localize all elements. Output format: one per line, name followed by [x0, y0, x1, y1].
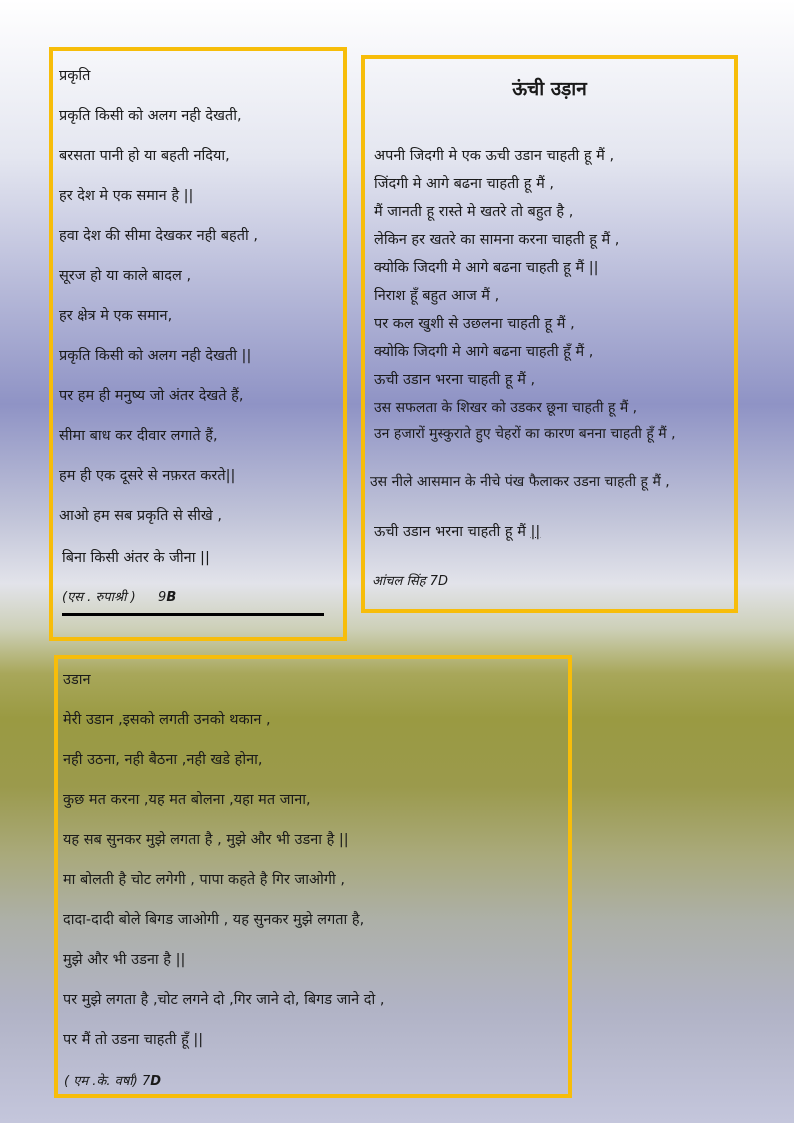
poem-line: उस सफलता के शिखर को उडकर छूना चाहती हू मैं , — [374, 400, 638, 416]
poem-line: सूरज हो या काले बादल , — [59, 268, 192, 284]
poem-line: बिना किसी अंतर के जीना || — [62, 550, 210, 566]
poem-line: प्रकृति किसी को अलग नही देखती, — [59, 108, 242, 124]
poem-line: नही उठना, नही बैठना ,नही खडे होना, — [63, 752, 263, 768]
poem-line: पर मुझे लगता है ,चोट लगने दो ,गिर जाने दो, बिगड जाने दो , — [63, 992, 385, 1008]
poem-title: ऊंची उड़ान — [512, 78, 587, 100]
poem-line: सीमा बाध कर दीवार लगाते हैं, — [59, 428, 218, 444]
author-class-letter: B — [166, 590, 177, 605]
poem-line: कुछ मत करना ,यह मत बोलना ,यहा मत जाना, — [63, 792, 311, 808]
poem-line: निराश हूँ बहुत आज मैं , — [374, 288, 500, 304]
poem-line: लेकिन हर खतरे का सामना करना चाहती हू मैं , — [374, 232, 620, 248]
poem-author — [62, 589, 176, 607]
poem-line: हम ही एक दूसरे से नफ़रत करते|| — [59, 468, 236, 484]
poem-line: मा बोलती है चोट लगेगी , पापा कहते है गिर जाओगी , — [63, 872, 346, 888]
author-class-number: 9 — [158, 590, 167, 605]
poem-line-last — [374, 523, 540, 541]
poem-author — [64, 1073, 161, 1091]
poem-line: ऊची उडान भरना चाहती हू मैं , — [374, 372, 536, 388]
poem-line: पर मैं तो उडना चाहती हूँ || — [63, 1032, 204, 1048]
poem-line: उन हजारों मुस्कुराते हुए चेहरों का कारण बनना चाहती हूँ मैं , — [374, 426, 676, 442]
poem-line: बरसता पानी हो या बहती नदिया, — [59, 148, 230, 164]
poem-line: क्योकि जिदगी मे आगे बढना चाहती हूँ मैं , — [374, 344, 594, 360]
author-name: ( एम .के. वर्षा) 7 — [64, 1074, 151, 1089]
poem-title: उडान — [63, 672, 91, 688]
poem-line: जिंदगी मे आगे बढना चाहती हू मैं , — [374, 176, 554, 192]
poem-line: प्रकृति किसी को अलग नही देखती || — [59, 348, 252, 364]
author-name: (एस . रुपाश्री ) — [62, 590, 136, 605]
poem-line: मुझे और भी उडना है || — [63, 952, 186, 968]
poem-author: आंचल सिंह 7D — [372, 574, 448, 589]
poem-box-prakriti — [49, 47, 347, 641]
poem-line: दादा-दादी बोले बिगड जाओगी , यह सुनकर मुझे लगता है, — [63, 912, 365, 928]
poem-line: हर क्षेत्र मे एक समान, — [59, 308, 173, 324]
poem-line-text: ऊची उडान भरना चाहती हू मैं — [374, 524, 531, 540]
poem-box-unchi-udaan — [361, 55, 738, 613]
poem-line: पर हम ही मनुष्य जो अंतर देखते हैं, — [59, 388, 244, 404]
author-class-letter: D — [150, 1074, 162, 1089]
poem-line: अपनी जिदगी मे एक ऊची उडान चाहती हू मैं , — [374, 148, 615, 164]
end-mark: || — [530, 524, 541, 540]
poem-line: यह सब सुनकर मुझे लगता है , मुझे और भी उडना है || — [63, 832, 349, 848]
poem-line: आओ हम सब प्रकृति से सीखे , — [59, 508, 222, 524]
poem-line: क्योकि जिदगी मे आगे बढना चाहती हू मैं || — [374, 260, 599, 276]
poem-line: हर देश मे एक समान है || — [59, 188, 194, 204]
poem-box-udaan — [54, 655, 572, 1098]
divider-rule — [62, 613, 324, 616]
poem-line: पर कल खुशी से उछलना चाहती हू मैं , — [374, 316, 575, 332]
poem-line: मैं जानती हू रास्ते मे खतरे तो बहुत है , — [374, 204, 574, 220]
poem-line: मेरी उडान ,इसको लगती उनको थकान , — [63, 712, 271, 728]
poem-line: हवा देश की सीमा देखकर नही बहती , — [59, 228, 258, 244]
poem-line: उस नीले आसमान के नीचे पंख फैलाकर उडना चाहती हू मैं , — [370, 474, 670, 490]
poem-title: प्रकृति — [59, 68, 91, 84]
